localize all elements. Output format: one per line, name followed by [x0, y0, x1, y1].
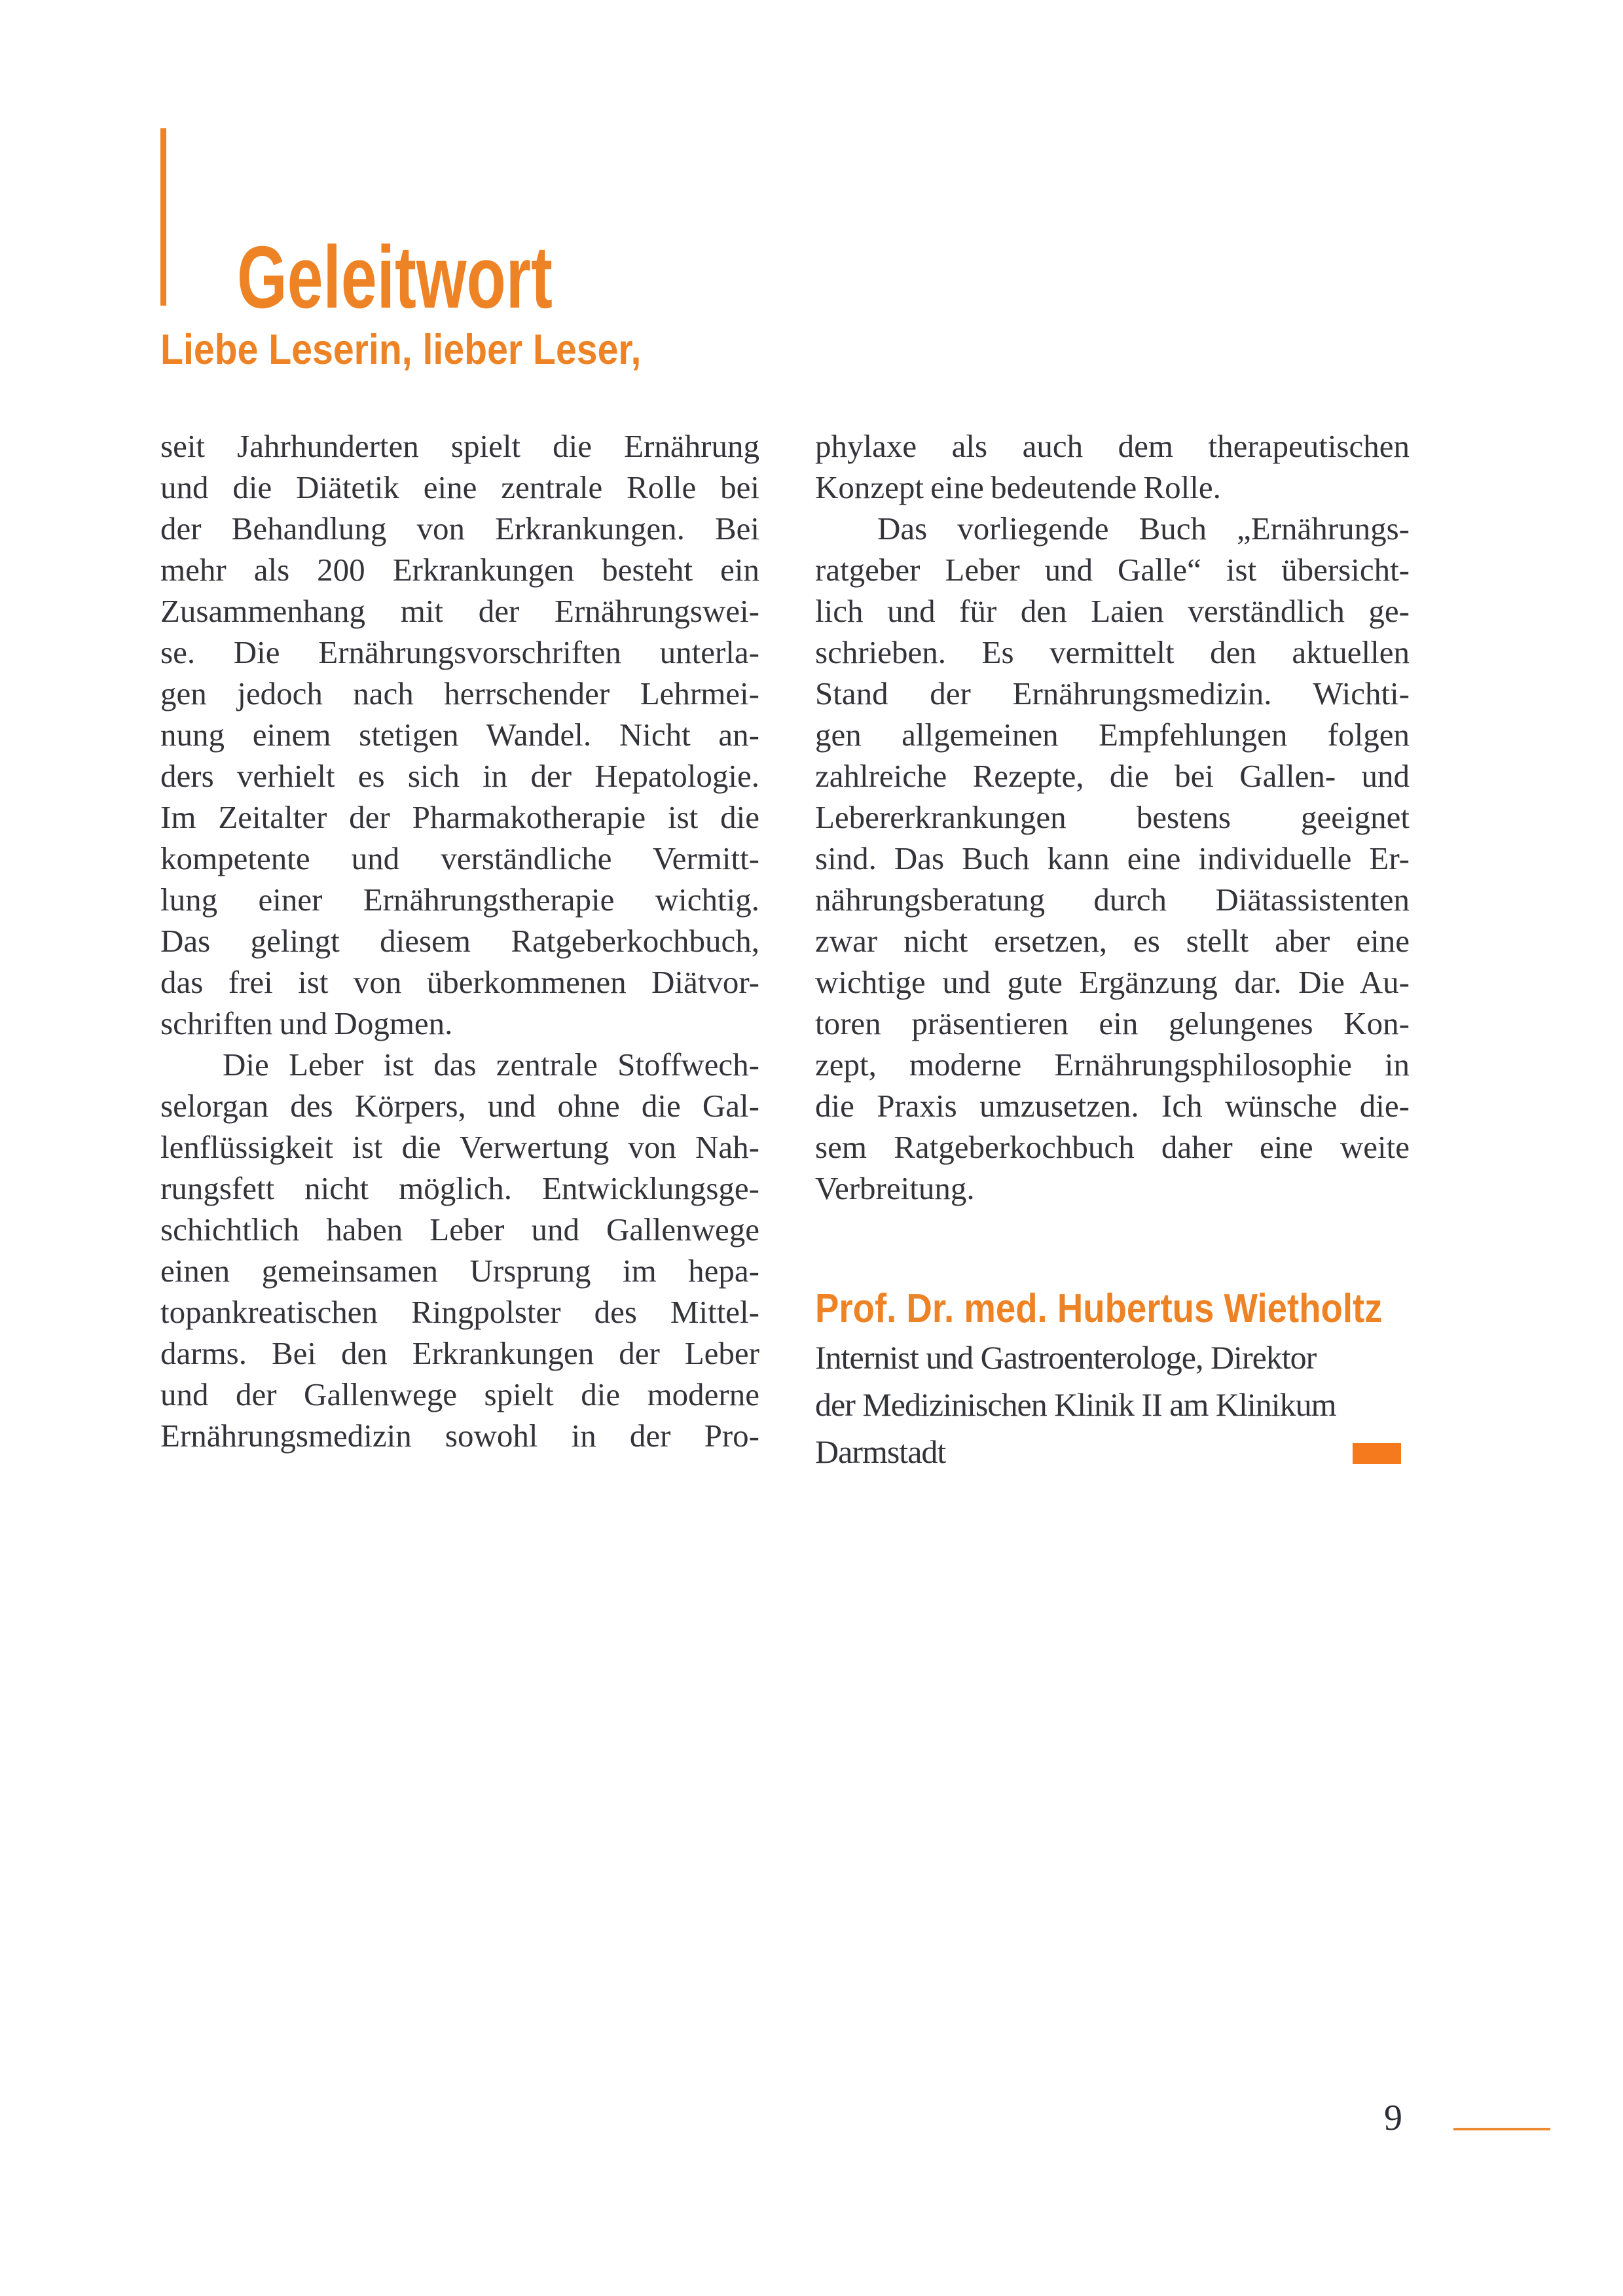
text-line: Verbreitung. — [815, 1170, 975, 1206]
text-line: schrieben. Es vermittelt den aktuellen — [815, 634, 1410, 670]
text-line: se. Die Ernährungsvorschriften unterla- — [160, 634, 759, 670]
text-line: kompetente und verständliche Vermitt- — [160, 840, 759, 876]
text-line: nung einem stetigen Wandel. Nicht an- — [160, 717, 759, 753]
text-line: phylaxe als auch dem therapeutischen — [815, 428, 1410, 464]
text-line: Lebererkrankungen bestens geeignet — [815, 799, 1410, 835]
text-line: der Behandlung von Erkrankungen. Bei — [160, 511, 759, 547]
text-line: lung einer Ernährungstherapie wichtig. — [160, 882, 759, 918]
text-line: sind. Das Buch kann eine individuelle Er- — [815, 840, 1410, 876]
text-line: Stand der Ernährungsmedizin. Wichti- — [815, 675, 1410, 711]
text-line: Das vorliegende Buch „Ernährungs- — [877, 511, 1410, 547]
text-line: ders verhielt es sich in der Hepatologie. — [160, 758, 759, 794]
text-column-left — [160, 425, 759, 1456]
page-number: 9 — [1384, 2098, 1402, 2138]
text-line: zahlreiche Rezepte, die bei Gallen- und — [815, 758, 1410, 794]
text-line: und die Diätetik eine zentrale Rolle bei — [160, 469, 759, 505]
chapter-accent-bar — [160, 128, 166, 306]
text-line: Zusammenhang mit der Ernährungswei- — [160, 593, 759, 629]
text-line: zept, moderne Ernährungsphilosophie in — [815, 1047, 1410, 1083]
text-line: sem Ratgeberkochbuch daher eine weite — [815, 1129, 1410, 1165]
chapter-title: Geleitwort — [237, 228, 553, 327]
text-line: lich und für den Laien verständlich ge- — [815, 593, 1410, 629]
signature-city-line: Darmstadt — [815, 1433, 946, 1470]
text-line: topankreatischen Ringpolster des Mittel- — [160, 1294, 759, 1330]
footer-rule — [1453, 2128, 1550, 2130]
text-line: einen gemeinsamen Ursprung im hepa- — [160, 1253, 759, 1289]
text-line: toren präsentieren ein gelungenes Kon- — [815, 1005, 1410, 1041]
text-line: wichtige und gute Ergänzung dar. Die Au- — [815, 964, 1410, 1000]
text-line: selorgan des Körpers, und ohne die Gal- — [160, 1088, 759, 1124]
text-line: Konzept eine bedeutende Rolle. — [815, 469, 1221, 505]
signature-name: Prof. Dr. med. Hubertus Wietholtz — [815, 1286, 1383, 1331]
text-line: schriften und Dogmen. — [160, 1005, 453, 1041]
section-end-marker-rect — [1353, 1443, 1401, 1464]
text-line: und der Gallenwege spielt die moderne — [160, 1376, 759, 1412]
text-line: das frei ist von überkommenen Diätvor- — [160, 964, 759, 1000]
signature-role-line: Internist und Gastroenterologe, Direktor — [815, 1339, 1317, 1376]
text-line: nährungsberatung durch Diätassistenten — [815, 882, 1410, 918]
text-line: rungsfett nicht möglich. Entwicklungsge- — [160, 1170, 759, 1206]
text-line: seit Jahrhunderten spielt die Ernährung — [160, 428, 759, 464]
text-line: schichtlich haben Leber und Gallenwege — [160, 1211, 759, 1247]
text-line: Das gelingt diesem Ratgeberkochbuch, — [160, 923, 759, 959]
salutation-heading: Liebe Leserin, lieber Leser, — [160, 325, 642, 373]
text-line: ratgeber Leber und Galle“ ist übersicht- — [815, 552, 1410, 588]
text-line: gen jedoch nach herrschender Lehrmei- — [160, 675, 759, 711]
text-line: die Praxis umzusetzen. Ich wünsche die- — [815, 1088, 1410, 1124]
text-line: Die Leber ist das zentrale Stoffwech- — [223, 1047, 759, 1083]
text-line: mehr als 200 Erkrankungen besteht ein — [160, 552, 759, 588]
text-line: gen allgemeinen Empfehlungen folgen — [815, 717, 1410, 753]
text-line: Ernährungsmedizin sowohl in der Pro- — [160, 1418, 759, 1454]
text-column-right — [815, 425, 1410, 1209]
text-line: darms. Bei den Erkrankungen der Leber — [160, 1335, 759, 1371]
text-line: lenflüssigkeit ist die Verwertung von Nah- — [160, 1129, 759, 1165]
text-line: zwar nicht ersetzen, es stellt aber eine — [815, 923, 1410, 959]
signature-role-line: der Medizinischen Klinik II am Klinikum — [815, 1386, 1336, 1423]
text-line: Im Zeitalter der Pharmakotherapie ist die — [160, 799, 759, 835]
